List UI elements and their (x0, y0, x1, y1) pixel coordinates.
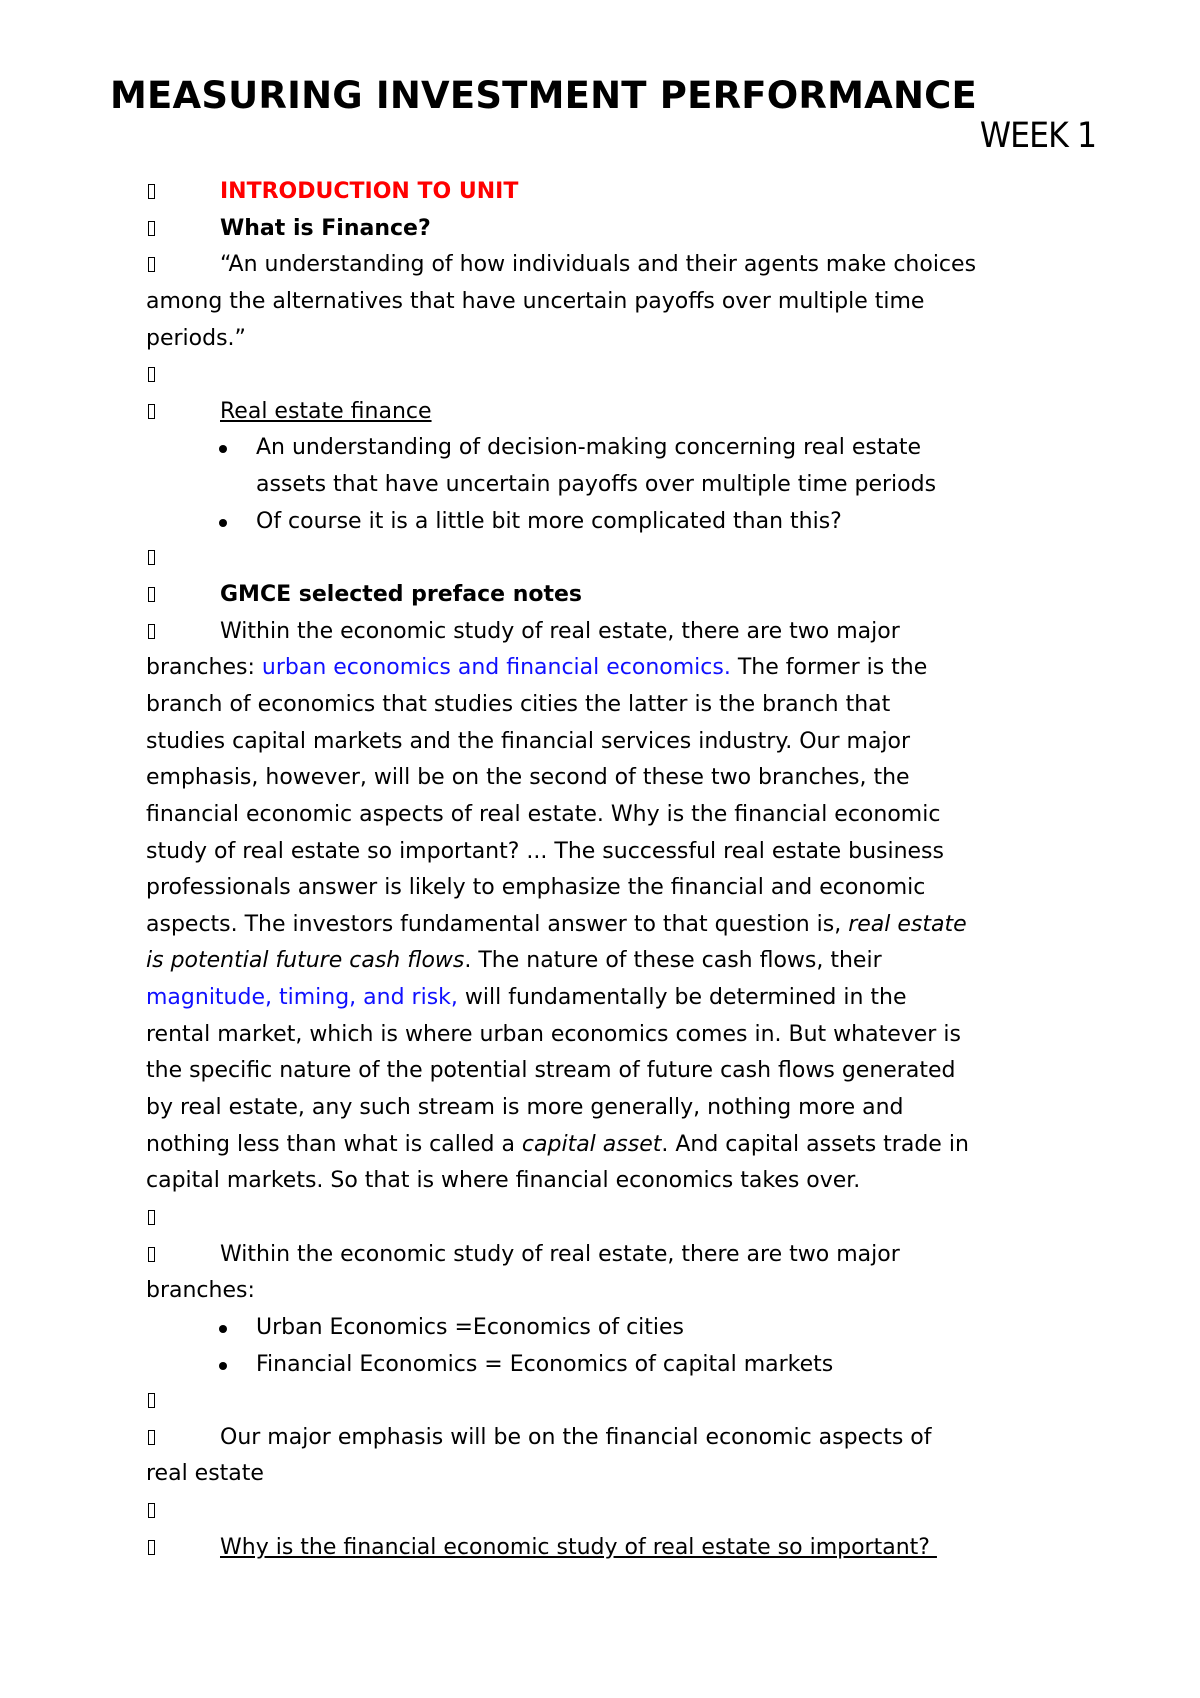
paragraph-line: financial economic aspects of real estate. Why is the financial economic (146, 801, 941, 827)
missing-glyph-icon (148, 1430, 155, 1445)
bullet-icon (219, 1362, 227, 1370)
heading-gmce: GMCE selected preface notes (220, 582, 583, 608)
missing-glyph-icon (148, 1540, 155, 1555)
highlight-text: magnitude, timing, and risk, (146, 985, 458, 1011)
document-title: MEASURING INVESTMENT PERFORMANCE (110, 74, 977, 117)
bullet-text: Financial Economics = Economics of capital markets (256, 1351, 834, 1377)
italic-text: real estate (848, 911, 967, 937)
bullet-text: Urban Economics =Economics of cities (256, 1314, 685, 1340)
missing-glyph-icon (148, 624, 155, 639)
text: The former is the (730, 655, 928, 681)
quote-line: periods.” (146, 325, 246, 351)
paragraph-line: the specific nature of the potential stream of future cash flows generated (146, 1058, 956, 1084)
paragraph-line: Within the economic study of real estate, there are two major (220, 1241, 900, 1267)
text: . And capital assets trade in (661, 1131, 969, 1157)
quote-line: among the alternatives that have uncertain payoffs over multiple time (146, 288, 925, 314)
bullet-icon (219, 519, 227, 527)
missing-glyph-icon (148, 1393, 155, 1408)
paragraph-line: real estate (146, 1461, 264, 1487)
paragraph-line (146, 980, 907, 1017)
paragraph-line: capital markets. So that is where financial economics takes over. (146, 1168, 861, 1194)
bullet-icon (219, 1325, 227, 1333)
missing-glyph-icon (148, 221, 155, 236)
week-label: WEEK 1 (979, 116, 1096, 156)
paragraph-line: Within the economic study of real estate, there are two major (220, 618, 900, 644)
text: nothing less than what is called a (146, 1131, 522, 1157)
bullet-text: assets that have uncertain payoffs over multiple time periods (256, 472, 937, 498)
paragraph-line: Our major emphasis will be on the financial economic aspects of (220, 1424, 932, 1450)
missing-glyph-icon (148, 404, 155, 419)
document-body (0, 174, 1200, 1566)
paragraph-line: study of real estate so important? ... The successful real estate business (146, 838, 944, 864)
text: will fundamentally be determined in the (457, 985, 907, 1011)
heading-what-is-finance: What is Finance? (220, 215, 431, 241)
missing-glyph-icon (148, 550, 155, 565)
paragraph-line (146, 907, 967, 944)
paragraph-line (146, 1127, 969, 1164)
text: branches: (146, 655, 262, 681)
quote-line: “An understanding of how individuals and their agents make choices (220, 252, 977, 278)
paragraph-line (146, 650, 927, 687)
paragraph-line: branch of economics that studies cities the latter is the branch that (146, 691, 891, 717)
paragraph-line: by real estate, any such stream is more generally, nothing more and (146, 1095, 904, 1121)
section-heading-intro: INTRODUCTION TO UNIT (220, 179, 519, 204)
paragraph-line: branches: (146, 1278, 255, 1304)
bullet-text: Of course it is a little bit more complicated than this? (256, 508, 842, 534)
italic-text: capital asset (521, 1131, 662, 1157)
italic-text: is potential future cash flows (146, 948, 465, 974)
missing-glyph-icon (148, 1503, 155, 1518)
paragraph-line: professionals answer is likely to emphasize the financial and economic (146, 875, 926, 901)
missing-glyph-icon (148, 1247, 155, 1262)
heading-real-estate-finance: Real estate finance (220, 398, 432, 424)
bullet-icon (219, 445, 227, 453)
highlight-text: urban economics and financial economics. (261, 655, 731, 681)
paragraph-line: emphasis, however, will be on the second of these two branches, the (146, 765, 910, 791)
paragraph-line: studies capital markets and the financial services industry. Our major (146, 728, 911, 754)
text: aspects. The investors fundamental answer to that question is, (146, 911, 849, 937)
paragraph-line (146, 943, 882, 980)
missing-glyph-icon (148, 367, 155, 382)
missing-glyph-icon (148, 1210, 155, 1225)
missing-glyph-icon (148, 184, 155, 199)
heading-why-important: Why is the financial economic study of real estate so important? (220, 1534, 937, 1560)
missing-glyph-icon (148, 257, 155, 272)
bullet-text: An understanding of decision-making concerning real estate (256, 435, 922, 461)
missing-glyph-icon (148, 587, 155, 602)
text: . The nature of these cash flows, their (464, 948, 882, 974)
paragraph-line: rental market, which is where urban economics comes in. But whatever is (146, 1021, 961, 1047)
